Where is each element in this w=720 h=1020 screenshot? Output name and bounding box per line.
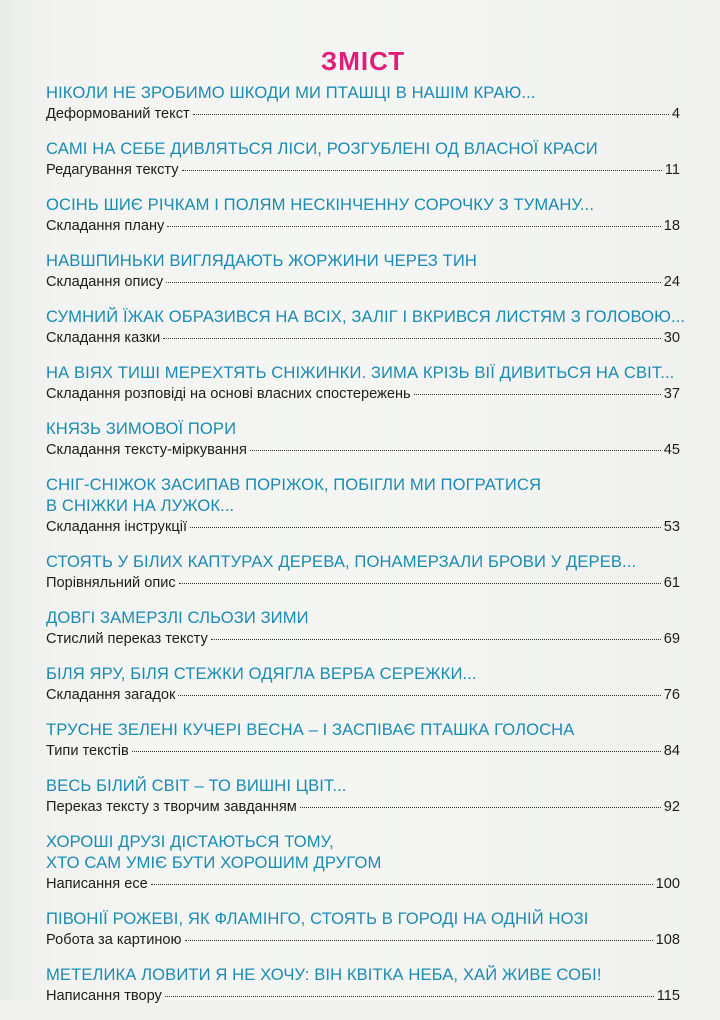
toc-entry[interactable]	[46, 138, 680, 180]
toc-entry-heading: СУМНИЙ ЇЖАК ОБРАЗИВСЯ НА ВСІХ, ЗАЛІГ І ВКРИВСЯ ЛИСТЯМ З ГОЛОВОЮ...	[46, 307, 686, 326]
toc-entry-row	[46, 741, 680, 761]
toc-entry[interactable]	[46, 831, 680, 894]
toc-entry-row	[46, 986, 680, 1006]
toc-entry-page-number: 69	[663, 631, 680, 647]
toc-entry-heading: СНІГ-СНІЖОК ЗАСИПАВ ПОРІЖОК, ПОБІГЛИ МИ ПОГРАТИСЯ	[46, 475, 542, 494]
toc-entry-subtitle: Написання есе	[46, 876, 148, 892]
toc-entry-row	[46, 930, 680, 950]
dot-leader	[166, 282, 661, 283]
toc-entry-heading: ХТО САМ УМІЄ БУТИ ХОРОШИМ ДРУГОМ	[46, 853, 382, 872]
toc-entry[interactable]	[46, 551, 680, 593]
toc-list	[46, 82, 686, 1006]
toc-entry-row	[46, 216, 680, 236]
dot-leader	[250, 450, 661, 451]
page-title: ЗМІСТ	[320, 46, 406, 76]
toc-entry-heading: ХОРОШІ ДРУЗІ ДІСТАЮТЬСЯ ТОМУ,	[46, 832, 334, 851]
toc-entry-heading: ДОВГІ ЗАМЕРЗЛІ СЛЬОЗИ ЗИМИ	[46, 608, 309, 627]
toc-entry-heading: НА ВІЯХ ТИШІ МЕРЕХТЯТЬ СНІЖИНКИ. ЗИМА КРІЗЬ ВІЇ ДИВИТЬСЯ НА СВІТ...	[46, 363, 675, 382]
dot-leader	[167, 226, 660, 227]
toc-entry-row	[46, 517, 680, 537]
toc-entry-subtitle: Редагування тексту	[46, 162, 179, 178]
toc-entry-subtitle: Складання загадок	[46, 687, 176, 703]
toc-entry-heading: БІЛЯ ЯРУ, БІЛЯ СТЕЖКИ ОДЯГЛА ВЕРБА СЕРЕЖКИ...	[46, 664, 477, 683]
dot-leader	[178, 695, 660, 696]
toc-entry-row	[46, 272, 680, 292]
toc-entry-row	[46, 328, 680, 348]
toc-entry-row	[46, 629, 680, 649]
toc-entry-subtitle: Типи текстів	[46, 743, 129, 759]
toc-entry-subtitle: Складання казки	[46, 330, 161, 346]
dot-leader	[163, 338, 660, 339]
toc-entry-page-number: 108	[655, 932, 680, 948]
toc-entry[interactable]	[46, 607, 680, 649]
toc-entry-heading: ПІВОНІЇ РОЖЕВІ, ЯК ФЛАМІНГО, СТОЯТЬ В ГОРОДІ НА ОДНІЙ НОЗІ	[46, 909, 589, 928]
toc-entry-heading: САМІ НА СЕБЕ ДИВЛЯТЬСЯ ЛІСИ, РОЗГУБЛЕНІ ОД ВЛАСНОЇ КРАСИ	[46, 139, 598, 158]
toc-entry-subtitle: Складання розповіді на основі власних спостережень	[46, 386, 411, 402]
toc-entry-page-number: 37	[663, 386, 680, 402]
toc-entry-heading: СТОЯТЬ У БІЛИХ КАПТУРАХ ДЕРЕВА, ПОНАМЕРЗАЛИ БРОВИ У ДЕРЕВ...	[46, 552, 637, 571]
table-of-contents	[46, 46, 686, 1020]
dot-leader	[193, 114, 669, 115]
toc-entry-page-number: 76	[663, 687, 680, 703]
toc-entry-row	[46, 573, 680, 593]
toc-entry-heading: НАВШПИНЬКИ ВИГЛЯДАЮТЬ ЖОРЖИНИ ЧЕРЕЗ ТИН	[46, 251, 477, 270]
toc-entry-page-number: 45	[663, 442, 680, 458]
toc-entry[interactable]	[46, 306, 686, 348]
dot-leader	[179, 583, 661, 584]
toc-entry-heading: ОСІНЬ ШИЄ РІЧКАМ І ПОЛЯМ НЕСКІНЧЕННУ СОРОЧКУ З ТУМАНУ...	[46, 195, 595, 214]
toc-entry[interactable]	[46, 194, 680, 236]
toc-entry[interactable]	[46, 362, 680, 404]
dot-leader	[190, 527, 661, 528]
dot-leader	[182, 170, 662, 171]
toc-entry-subtitle: Стислий переказ тексту	[46, 631, 208, 647]
toc-entry-page-number: 84	[663, 743, 680, 759]
dot-leader	[185, 940, 653, 941]
toc-entry-page-number: 92	[663, 799, 680, 815]
toc-entry-subtitle: Складання опису	[46, 274, 164, 290]
toc-entry[interactable]	[46, 775, 680, 817]
toc-entry-subtitle: Складання тексту-міркування	[46, 442, 247, 458]
toc-entry-page-number: 11	[664, 162, 680, 178]
toc-entry[interactable]	[46, 908, 680, 950]
toc-entry-page-number: 24	[663, 274, 680, 290]
toc-entry-page-number: 61	[663, 575, 680, 591]
toc-entry-page-number: 100	[655, 876, 680, 892]
toc-entry-heading: ТРУСНЕ ЗЕЛЕНІ КУЧЕРІ ВЕСНА – І ЗАСПІВАЄ ПТАШКА ГОЛОСНА	[46, 720, 575, 739]
toc-entry-subtitle: Порівняльний опис	[46, 575, 176, 591]
dot-leader	[151, 884, 653, 885]
toc-entry[interactable]	[46, 474, 680, 537]
toc-entry[interactable]	[46, 719, 680, 761]
toc-entry-heading: НІКОЛИ НЕ ЗРОБИМО ШКОДИ МИ ПТАШЦІ В НАШІМ КРАЮ...	[46, 83, 536, 102]
toc-entry-subtitle: Написання твору	[46, 988, 162, 1004]
toc-entry-page-number: 30	[663, 330, 680, 346]
toc-entry-row	[46, 797, 680, 817]
toc-entry-row	[46, 384, 680, 404]
toc-entry-heading: В СНІЖКИ НА ЛУЖОК...	[46, 496, 235, 515]
toc-entry-heading: ВЕСЬ БІЛИЙ СВІТ – ТО ВИШНІ ЦВІТ...	[46, 776, 347, 795]
toc-entry-row	[46, 440, 680, 460]
toc-entry-heading: МЕТЕЛИКА ЛОВИТИ Я НЕ ХОЧУ: ВІН КВІТКА НЕБА, ХАЙ ЖИВЕ СОБІ!	[46, 965, 602, 984]
toc-entry[interactable]	[46, 82, 680, 124]
toc-entry[interactable]	[46, 418, 680, 460]
toc-entry[interactable]	[46, 250, 680, 292]
toc-entry-row	[46, 160, 680, 180]
toc-entry-page-number: 115	[656, 988, 680, 1004]
toc-entry-row	[46, 874, 680, 894]
toc-entry-subtitle: Деформований текст	[46, 106, 190, 122]
dot-leader	[165, 996, 654, 997]
toc-entry-heading: КНЯЗЬ ЗИМОВОЇ ПОРИ	[46, 419, 237, 438]
dot-leader	[132, 751, 661, 752]
toc-entry-row	[46, 685, 680, 705]
toc-entry-page-number: 18	[663, 218, 680, 234]
toc-entry-subtitle: Робота за картиною	[46, 932, 182, 948]
toc-entry-subtitle: Складання інструкції	[46, 519, 187, 535]
dot-leader	[414, 394, 661, 395]
toc-entry-page-number: 4	[671, 106, 680, 122]
toc-entry-row	[46, 104, 680, 124]
toc-entry-page-number: 53	[663, 519, 680, 535]
toc-entry-subtitle: Переказ тексту з творчим завданням	[46, 799, 297, 815]
toc-entry-subtitle: Складання плану	[46, 218, 165, 234]
dot-leader	[300, 807, 661, 808]
toc-entry[interactable]	[46, 663, 680, 705]
dot-leader	[211, 639, 661, 640]
